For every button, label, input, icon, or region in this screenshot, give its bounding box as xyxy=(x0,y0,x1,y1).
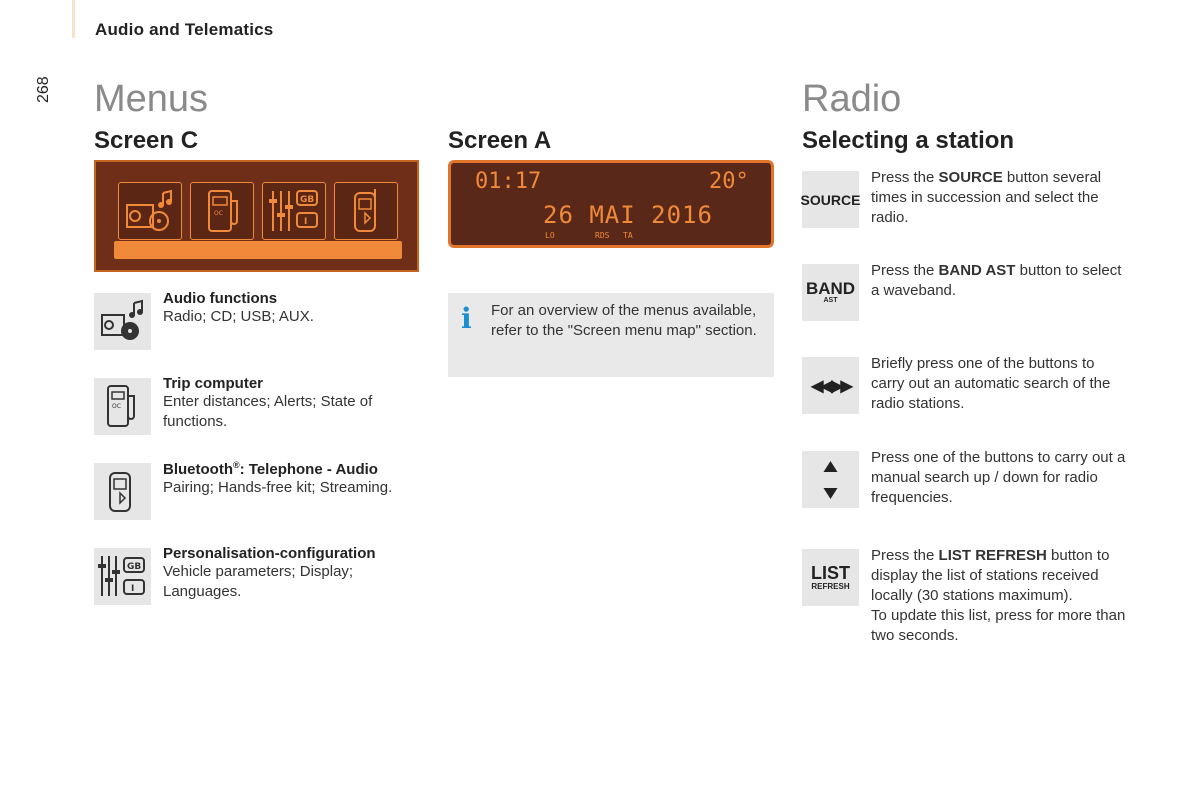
audio-functions-icon xyxy=(118,182,182,240)
bluetooth-desc: Pairing; Hands-free kit; Streaming. xyxy=(163,479,393,496)
section-header: Audio and Telematics xyxy=(95,20,274,39)
band-ast-button: BAND AST xyxy=(802,264,859,321)
info-text: For an overview of the menus available, refer to the "Screen menu map" section. xyxy=(491,302,757,339)
bluetooth-phone-icon xyxy=(94,463,151,520)
audio-functions-icon xyxy=(94,293,151,350)
lcd-indicator-ta: TA xyxy=(623,231,633,240)
list-refresh-button: LIST REFRESH xyxy=(802,549,859,606)
up-down-buttons-icon xyxy=(802,451,859,508)
trip-computer-title: Trip computer xyxy=(163,375,264,392)
step-manual-text: Press one of the buttons to carry out a manual search up / down for radio frequencies. xyxy=(871,449,1126,506)
bluetooth-title: Bluetooth®: Telephone - Audio xyxy=(163,460,378,478)
seek-buttons-icon: ◀◀ ▶▶ xyxy=(802,357,859,414)
trip-computer-desc: Enter distances; Alerts; State of functions. xyxy=(163,393,373,430)
step-band-text: Press the BAND AST button to select a waveband. xyxy=(871,262,1122,299)
audio-functions-desc: Radio; CD; USB; AUX. xyxy=(163,308,314,325)
screen-c-title: Screen C xyxy=(94,127,199,154)
trip-computer-icon xyxy=(94,378,151,435)
lcd-indicator-lo: LO xyxy=(545,231,555,240)
selecting-station-title: Selecting a station xyxy=(802,127,1015,154)
personalisation-title: Personalisation-configuration xyxy=(163,545,376,562)
trip-computer-icon xyxy=(190,182,254,240)
screen-c-display xyxy=(94,160,419,272)
personalisation-icon xyxy=(94,548,151,605)
screen-a-title: Screen A xyxy=(448,127,552,154)
bluetooth-phone-icon xyxy=(334,182,398,240)
source-button: SOURCE xyxy=(802,171,859,228)
svg-text:GB: GB xyxy=(127,562,142,572)
svg-text:I: I xyxy=(131,584,135,594)
page-number: 268 xyxy=(35,76,52,103)
lcd-date: 26 MAI 2016 xyxy=(543,201,713,229)
step-source-text: Press the SOURCE button several times in succession and select the radio. xyxy=(871,169,1102,226)
lcd-indicator-rds: RDS xyxy=(595,231,610,240)
step-list-text: Press the LIST REFRESH button to display the list of stations received locally (30 stations maximum). To update this list, press for more than two seconds. xyxy=(871,547,1126,644)
svg-text:I: I xyxy=(304,217,308,227)
screen-c-selection-bar xyxy=(114,241,402,259)
info-icon: i xyxy=(461,302,472,335)
radio-title: Radio xyxy=(802,78,902,120)
svg-text:OC: OC xyxy=(112,403,121,410)
menus-title: Menus xyxy=(94,78,209,120)
step-seek-text: Briefly press one of the buttons to carry out an automatic search of the radio stations. xyxy=(871,355,1111,412)
header-rule xyxy=(72,0,75,38)
audio-functions-title: Audio functions xyxy=(163,290,278,307)
svg-text:GB: GB xyxy=(300,195,315,205)
personalisation-desc: Vehicle parameters; Display; Languages. xyxy=(163,563,354,600)
svg-text:OC: OC xyxy=(214,210,223,217)
personalisation-icon xyxy=(262,182,326,240)
screen-a-display xyxy=(448,160,774,248)
lcd-time: 01:17 xyxy=(475,169,542,194)
lcd-temperature: 20° xyxy=(709,169,749,194)
